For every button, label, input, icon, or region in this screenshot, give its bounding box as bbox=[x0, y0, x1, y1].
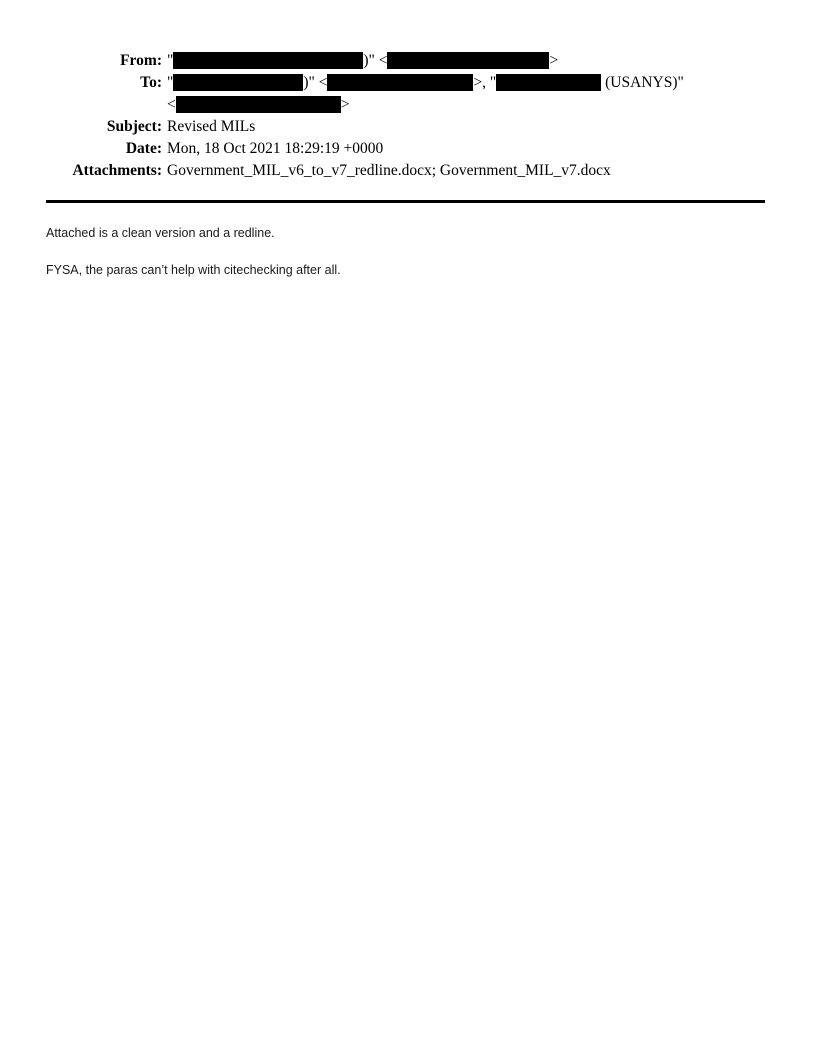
email-body bbox=[46, 225, 765, 278]
field-value-line bbox=[167, 94, 765, 116]
header-field-subject bbox=[46, 116, 765, 138]
header-text-segment: >, " bbox=[473, 74, 497, 91]
redaction-bar bbox=[496, 74, 601, 91]
field-label-date: Date: bbox=[125, 140, 162, 157]
body-paragraph: FYSA, the paras can’t help with citechecking after all. bbox=[46, 263, 341, 277]
header-text-segment: < bbox=[167, 96, 176, 113]
header-text-segment: )" < bbox=[363, 52, 388, 69]
redaction-bar bbox=[387, 52, 549, 69]
header-field-attachments bbox=[46, 160, 765, 182]
header-text-segment: Mon, 18 Oct 2021 18:29:19 +0000 bbox=[167, 140, 384, 157]
header-divider bbox=[46, 200, 765, 203]
redaction-bar bbox=[327, 74, 473, 91]
field-label-from: From: bbox=[120, 52, 162, 69]
page-content bbox=[0, 0, 816, 278]
field-value-date bbox=[162, 138, 765, 160]
field-value-line bbox=[167, 50, 765, 72]
body-paragraph: Attached is a clean version and a redline. bbox=[46, 226, 275, 240]
redaction-bar bbox=[176, 96, 341, 113]
field-value-line bbox=[167, 116, 765, 138]
field-value-subject bbox=[162, 116, 765, 138]
header-text-segment: (USANYS)" bbox=[601, 74, 684, 91]
header-field-from bbox=[46, 50, 765, 72]
header-field-to bbox=[46, 72, 765, 116]
email-header bbox=[46, 50, 765, 182]
redaction-bar bbox=[173, 74, 303, 91]
field-value-line bbox=[167, 72, 765, 94]
header-text-segment: > bbox=[340, 96, 350, 113]
header-text-segment: " bbox=[167, 74, 174, 91]
field-value-line bbox=[167, 160, 765, 182]
header-text-segment: " bbox=[167, 52, 174, 69]
header-text-segment: > bbox=[549, 52, 559, 69]
field-value-from bbox=[162, 50, 765, 72]
header-field-date bbox=[46, 138, 765, 160]
field-value-attachments bbox=[162, 160, 765, 182]
header-text-segment: )" < bbox=[303, 74, 328, 91]
field-label-attachments: Attachments: bbox=[72, 162, 162, 179]
header-text-segment: Revised MILs bbox=[167, 118, 256, 135]
field-value-to bbox=[162, 72, 765, 116]
field-value-line bbox=[167, 138, 765, 160]
redaction-bar bbox=[173, 52, 363, 69]
header-text-segment: Government_MIL_v6_to_v7_redline.docx; Government_MIL_v7.docx bbox=[167, 162, 611, 179]
field-label-subject: Subject: bbox=[106, 118, 162, 135]
field-label-to: To: bbox=[140, 74, 162, 91]
